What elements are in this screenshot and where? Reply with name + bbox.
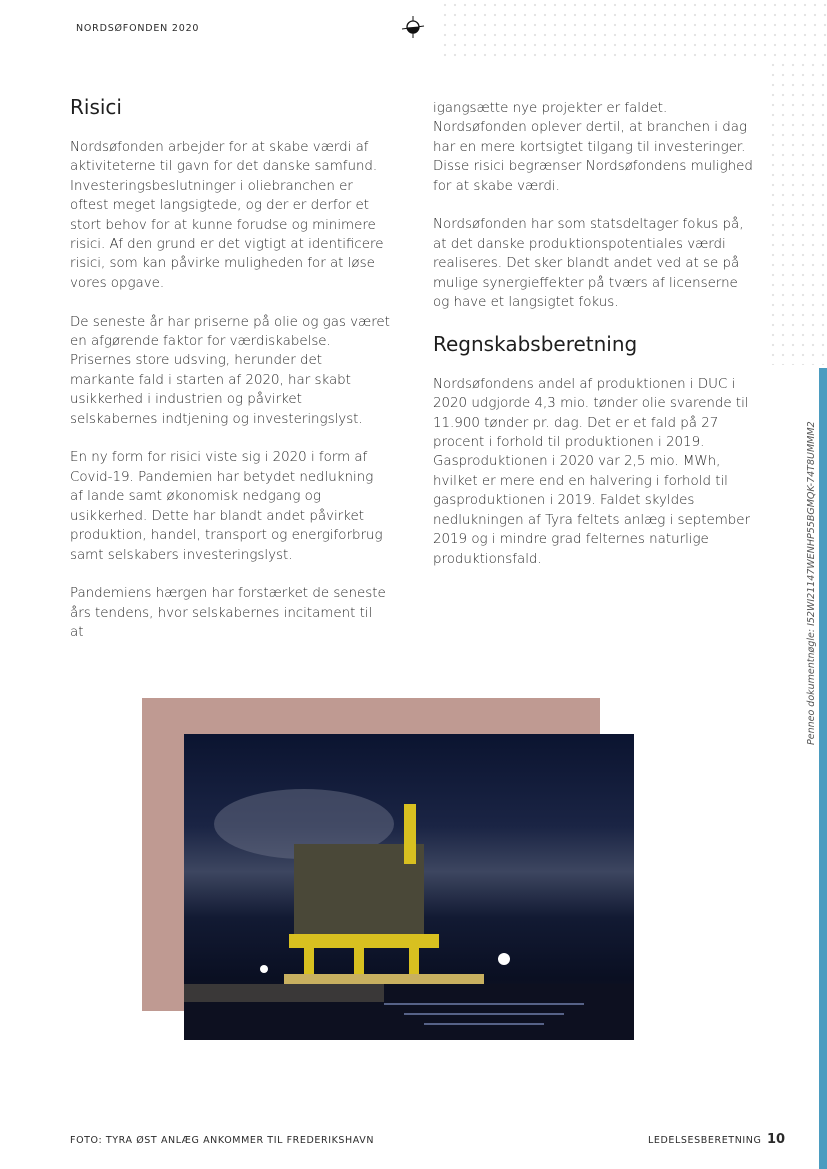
paragraph: En ny form for risici viste sig i 2020 i form af Covid-19. Pandemien har betydet nedlukning af lande samt økonomisk nedgang og usikkerhed. Dette har blandt andet påvirket produktion, handel, transport og energiforbrug samt selskabers investeringslyst.: [70, 450, 383, 563]
section-label: LEDELSESBERETNING: [648, 1135, 762, 1146]
dot-pattern: [440, 0, 827, 60]
paragraph: Nordsøfonden har som statsdeltager fokus på, at det danske produktionspotentiales værdi realiseres. Det sker blandt andet ved at se på mulige synergieffekter på tværs af licenserne og have et langsigtet fokus.: [433, 217, 744, 311]
photo-caption: FOTO: TYRA ØST ANLÆG ANKOMMER TIL FREDERIKSHAVN: [70, 1135, 375, 1146]
right-column: [433, 99, 753, 588]
paragraph: De seneste år har priserne på olie og gas været en afgørende faktor for værdiskabelse. Prisernes store udsving, herunder det markante fald i starten af 2020, har skabt usikkerhed i industrien og påvirket selskabernes indtjening og investeringslyst.: [70, 314, 390, 427]
paragraph: Nordsøfondens andel af produktionen i DUC i 2020 udgjorde 4,3 mio. tønder olie svarende til 11.900 tønder pr. dag. Det er et fald på 27 procent i forhold til produktionen i 2019. Gasproduktionen i 2020 var 2,5 mio. MWh, hvilket er mere end en halvering i forhold til gasproduktionen i 2019. Faldet skyldes nedlukningen af Tyra feltets anlæg i september 2019 og i mindre grad felternes naturlige produktionsfald.: [433, 376, 751, 567]
compass-logo-icon: [400, 14, 426, 40]
header-title: NORDSØFONDEN 2020: [76, 23, 200, 34]
heading-regnskabsberetning: Regnskabsberetning: [433, 331, 638, 356]
paragraph: Nordsøfonden arbejder for at skabe værdi af aktiviteterne til gavn for det danske samfund. Investeringsbeslutninger i oliebranchen er oftest meget langsigtede, og der er derfor et stort behov for at kunne forudse og minimere risici. Af den grund er det vigtigt at identificere risici, som kan påvirke muligheden for at løse vores opgave.: [70, 140, 384, 291]
paragraph: Pandemiens hærgen har forstærket de seneste års tendens, hvor selskabernes incitament til at: [70, 586, 386, 641]
document-key: Penneo dokumentnøgle: I52WI21147WENHP55BGMQK-74T8UMMM2: [806, 421, 817, 745]
platform-illustration: [184, 734, 634, 1040]
side-accent-bar: [819, 368, 827, 1169]
page-number: 10: [767, 1132, 786, 1147]
photo-tyra-platform: [184, 734, 634, 1040]
left-column: [70, 95, 390, 662]
heading-risici: Risici: [70, 95, 122, 119]
dot-pattern: [768, 60, 827, 365]
paragraph: igangsætte nye projekter er faldet. Nordsøfonden oplever dertil, at branchen i dag har en mere kortsigtet tilgang til investeringer. Disse risici begrænser Nordsøfondens mulighed for at skabe værdi.: [433, 101, 753, 194]
